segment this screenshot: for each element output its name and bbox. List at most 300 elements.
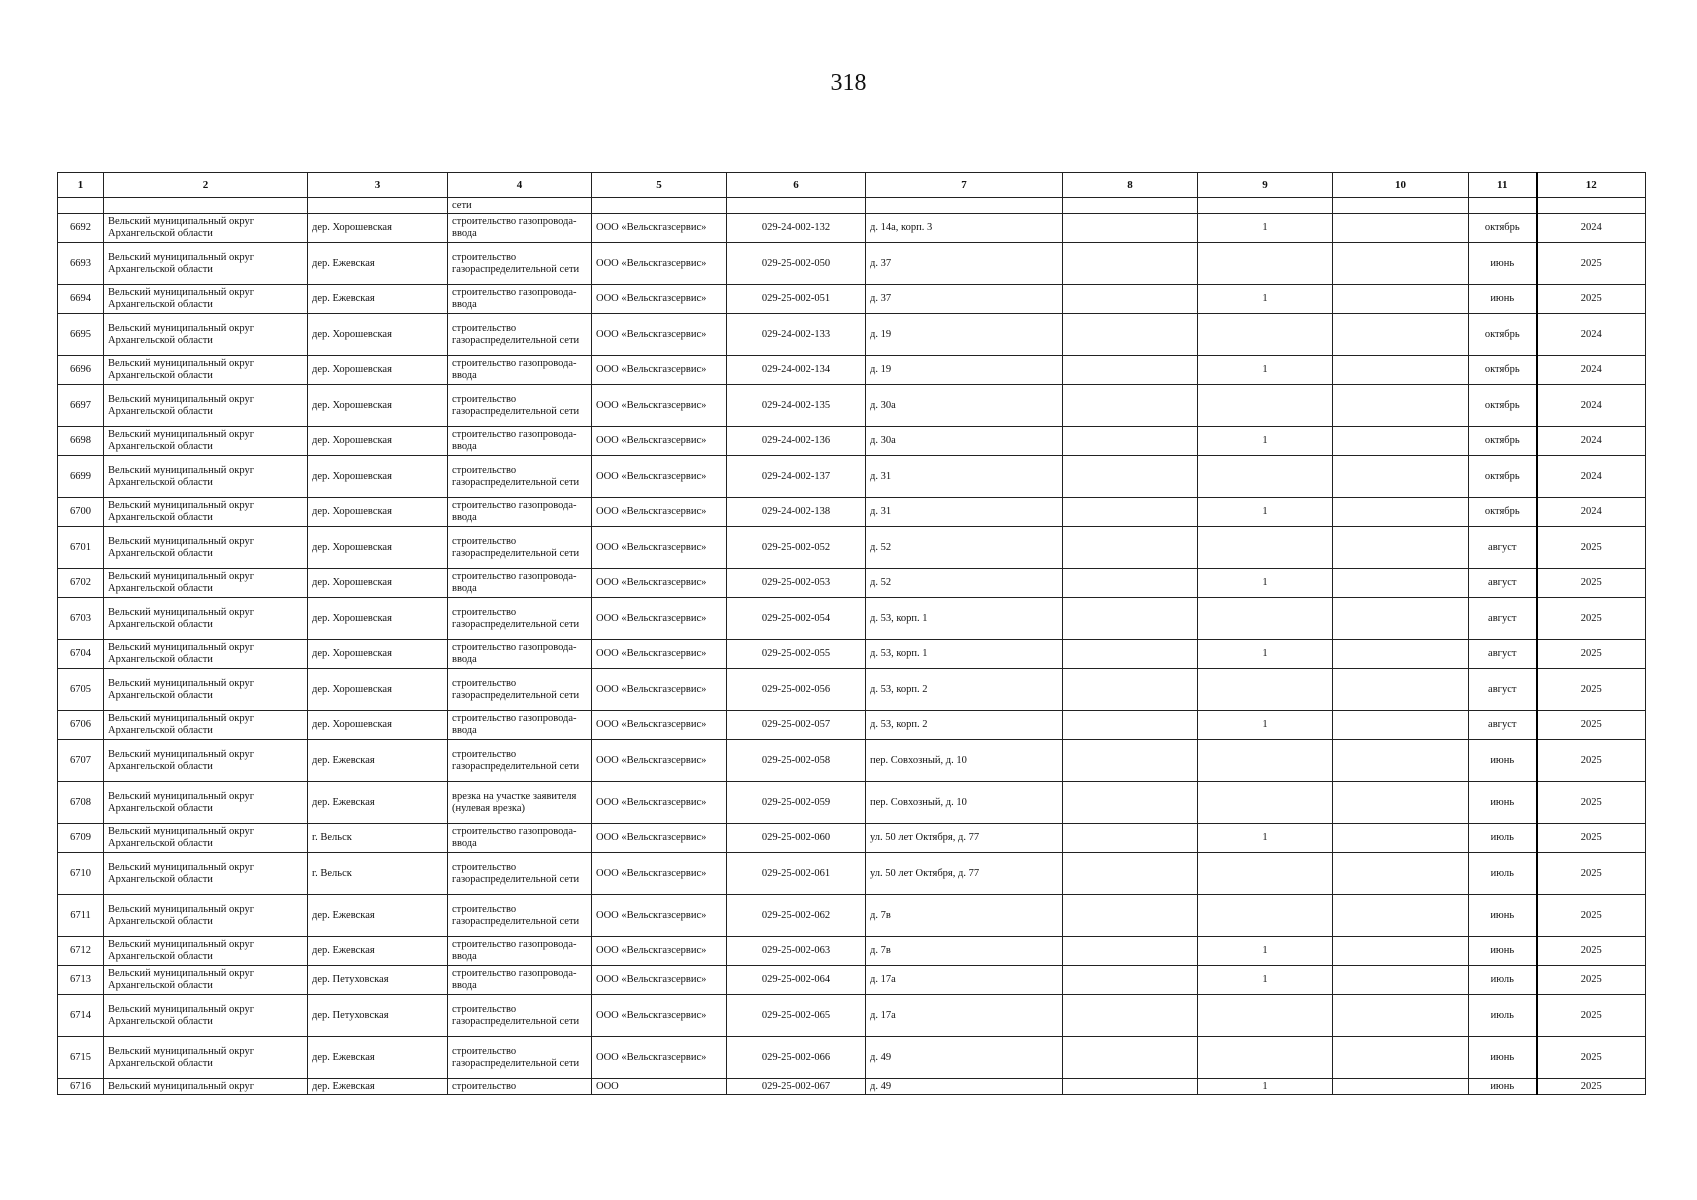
table-cell: ООО «Вельскгазсервис»	[592, 669, 727, 711]
table-row	[58, 711, 1646, 740]
table-cell: ООО «Вельскгазсервис»	[592, 427, 727, 456]
table-cell	[1063, 824, 1198, 853]
table-cell: 1	[1198, 356, 1333, 385]
table-cell: 2025	[1537, 243, 1646, 285]
table-cell: октябрь	[1469, 456, 1537, 498]
table-cell	[1333, 569, 1469, 598]
table-row	[58, 527, 1646, 569]
table-cell: июнь	[1469, 895, 1537, 937]
table-cell: 6705	[58, 669, 104, 711]
table-cell	[58, 198, 104, 214]
table-row	[58, 1037, 1646, 1079]
table-cell: август	[1469, 640, 1537, 669]
table-cell	[1333, 356, 1469, 385]
table-cell	[1198, 853, 1333, 895]
table-cell: ООО «Вельскгазсервис»	[592, 356, 727, 385]
table-cell	[1063, 669, 1198, 711]
table-cell: дер. Хорошевская	[308, 711, 448, 740]
table-cell: 029-24-002-132	[727, 214, 866, 243]
table-row	[58, 214, 1646, 243]
table-cell: июль	[1469, 995, 1537, 1037]
table-cell: строительство газораспределительной сети	[448, 598, 592, 640]
table-cell: д. 7в	[866, 937, 1063, 966]
table-cell	[1063, 569, 1198, 598]
table-row	[58, 314, 1646, 356]
table-cell: д. 17а	[866, 966, 1063, 995]
table-cell	[1063, 198, 1198, 214]
table-cell: Вельский муниципальный округ Архангельской области	[104, 853, 308, 895]
table-cell: Вельский муниципальный округ Архангельской области	[104, 285, 308, 314]
table-cell	[1198, 314, 1333, 356]
table-cell: строительство газораспределительной сети	[448, 527, 592, 569]
table-cell: г. Вельск	[308, 824, 448, 853]
table-cell: строительство газораспределительной сети	[448, 456, 592, 498]
table-row	[58, 824, 1646, 853]
table-cell: д. 53, корп. 1	[866, 598, 1063, 640]
table-cell: 029-25-002-064	[727, 966, 866, 995]
table-cell: строительство газопровода-ввода	[448, 640, 592, 669]
table-row	[58, 498, 1646, 527]
table-cell: 1	[1198, 1079, 1333, 1095]
table-cell: июнь	[1469, 937, 1537, 966]
table-cell: строительство газораспределительной сети	[448, 853, 592, 895]
table-cell: Вельский муниципальный округ Архангельской области	[104, 895, 308, 937]
col-header: 12	[1537, 173, 1646, 198]
table-cell	[1063, 966, 1198, 995]
table-cell: пер. Совхозный, д. 10	[866, 782, 1063, 824]
table-cell	[1063, 214, 1198, 243]
table-cell: июнь	[1469, 243, 1537, 285]
table-row	[58, 598, 1646, 640]
table-cell: 029-24-002-133	[727, 314, 866, 356]
table-cell: 6704	[58, 640, 104, 669]
table-cell: ООО «Вельскгазсервис»	[592, 966, 727, 995]
table-cell: дер. Ежевская	[308, 1079, 448, 1095]
table-cell: 2025	[1537, 937, 1646, 966]
table-cell: дер. Петуховская	[308, 966, 448, 995]
table-cell: ООО «Вельскгазсервис»	[592, 285, 727, 314]
table-cell: д. 19	[866, 314, 1063, 356]
table-cell: 2025	[1537, 853, 1646, 895]
table-cell	[1063, 456, 1198, 498]
table-cell: дер. Хорошевская	[308, 456, 448, 498]
table-cell: строительство газопровода-ввода	[448, 498, 592, 527]
table-cell: июль	[1469, 853, 1537, 895]
table-cell	[1333, 214, 1469, 243]
table-cell: 029-25-002-050	[727, 243, 866, 285]
table-cell	[1469, 198, 1537, 214]
table-cell: август	[1469, 598, 1537, 640]
table-cell: ООО «Вельскгазсервис»	[592, 527, 727, 569]
table-cell	[1333, 782, 1469, 824]
table-cell: дер. Хорошевская	[308, 214, 448, 243]
table-cell: д. 37	[866, 285, 1063, 314]
table-cell	[1063, 427, 1198, 456]
table-cell: 2024	[1537, 385, 1646, 427]
table-cell: 029-25-002-053	[727, 569, 866, 598]
table-cell: 6694	[58, 285, 104, 314]
table-cell: август	[1469, 669, 1537, 711]
table-cell: 1	[1198, 966, 1333, 995]
table-cell: 6692	[58, 214, 104, 243]
table-cell: строительство газопровода-ввода	[448, 214, 592, 243]
table-cell	[1198, 527, 1333, 569]
table-cell: Вельский муниципальный округ Архангельской области	[104, 356, 308, 385]
table-cell: дер. Хорошевская	[308, 385, 448, 427]
table-cell	[1063, 711, 1198, 740]
table-cell: 6713	[58, 966, 104, 995]
table-cell: 1	[1198, 711, 1333, 740]
table-cell: 2025	[1537, 1079, 1646, 1095]
table-cell: дер. Хорошевская	[308, 498, 448, 527]
table-cell: 1	[1198, 285, 1333, 314]
table-cell: строительство газопровода-ввода	[448, 427, 592, 456]
table-cell	[592, 198, 727, 214]
table-cell: 029-25-002-062	[727, 895, 866, 937]
table-cell: ООО «Вельскгазсервис»	[592, 1037, 727, 1079]
table-cell: ООО «Вельскгазсервис»	[592, 314, 727, 356]
table-cell: д. 17а	[866, 995, 1063, 1037]
table-cell: врезка на участке заявителя (нулевая врезка)	[448, 782, 592, 824]
table-cell: Вельский муниципальный округ Архангельской области	[104, 527, 308, 569]
table-cell: октябрь	[1469, 385, 1537, 427]
table-cell: 2025	[1537, 895, 1646, 937]
table-cell: 6714	[58, 995, 104, 1037]
table-cell: дер. Хорошевская	[308, 314, 448, 356]
table-cell	[866, 198, 1063, 214]
col-header: 10	[1333, 173, 1469, 198]
table-cell	[1063, 937, 1198, 966]
table-cell: 029-24-002-134	[727, 356, 866, 385]
table-cell: 2025	[1537, 640, 1646, 669]
table-cell: 2024	[1537, 427, 1646, 456]
table-cell	[1333, 937, 1469, 966]
table-cell: строительство газораспределительной сети	[448, 1037, 592, 1079]
table-cell: дер. Ежевская	[308, 740, 448, 782]
table-cell: октябрь	[1469, 498, 1537, 527]
table-cell: строительство газопровода-ввода	[448, 966, 592, 995]
table-cell: ООО «Вельскгазсервис»	[592, 214, 727, 243]
table-cell: дер. Ежевская	[308, 895, 448, 937]
table-cell: ул. 50 лет Октября, д. 77	[866, 824, 1063, 853]
table-row	[58, 285, 1646, 314]
table-cell: 029-25-002-065	[727, 995, 866, 1037]
col-header: 2	[104, 173, 308, 198]
table-cell: 6698	[58, 427, 104, 456]
table-cell: 1	[1198, 569, 1333, 598]
table-cell: октябрь	[1469, 214, 1537, 243]
col-header: 7	[866, 173, 1063, 198]
table-cell	[1198, 598, 1333, 640]
table-cell: Вельский муниципальный округ Архангельской области	[104, 824, 308, 853]
table-cell: дер. Ежевская	[308, 782, 448, 824]
table-cell: ООО «Вельскгазсервис»	[592, 243, 727, 285]
table-cell: Вельский муниципальный округ Архангельской области	[104, 243, 308, 285]
table-cell: д. 30а	[866, 385, 1063, 427]
table-cell: Вельский муниципальный округ Архангельской области	[104, 385, 308, 427]
table-row	[58, 740, 1646, 782]
table-cell: строительство газораспределительной сети	[448, 385, 592, 427]
table-cell: 029-25-002-056	[727, 669, 866, 711]
col-header: 6	[727, 173, 866, 198]
table-cell: дер. Хорошевская	[308, 598, 448, 640]
col-header: 9	[1198, 173, 1333, 198]
table-cell: д. 53, корп. 2	[866, 669, 1063, 711]
table-cell: дер. Ежевская	[308, 243, 448, 285]
table-cell: сети	[448, 198, 592, 214]
continuation-row	[58, 198, 1646, 214]
table-cell: 2024	[1537, 456, 1646, 498]
table-cell	[1333, 966, 1469, 995]
table-cell: 2024	[1537, 314, 1646, 356]
table-cell	[1063, 853, 1198, 895]
table-cell	[1333, 669, 1469, 711]
table-cell: Вельский муниципальный округ Архангельской области	[104, 782, 308, 824]
table-cell: д. 37	[866, 243, 1063, 285]
table-cell: дер. Хорошевская	[308, 569, 448, 598]
table-cell: 029-24-002-137	[727, 456, 866, 498]
table-cell	[1333, 527, 1469, 569]
table-cell	[1063, 314, 1198, 356]
col-header: 11	[1469, 173, 1537, 198]
table-cell: строительство газопровода-ввода	[448, 356, 592, 385]
table-cell: июнь	[1469, 1079, 1537, 1095]
page-number: 318	[830, 70, 867, 96]
col-header: 3	[308, 173, 448, 198]
table-cell: дер. Хорошевская	[308, 527, 448, 569]
table-cell: дер. Петуховская	[308, 995, 448, 1037]
table-cell	[1198, 995, 1333, 1037]
table-cell	[1333, 314, 1469, 356]
table-cell: Вельский муниципальный округ Архангельской области	[104, 314, 308, 356]
table-row	[58, 895, 1646, 937]
table-cell: ООО «Вельскгазсервис»	[592, 782, 727, 824]
table-cell: ООО «Вельскгазсервис»	[592, 640, 727, 669]
table-cell: 6710	[58, 853, 104, 895]
table-row	[58, 356, 1646, 385]
table-cell	[104, 198, 308, 214]
table-cell: 2025	[1537, 527, 1646, 569]
table-cell: 029-25-002-051	[727, 285, 866, 314]
table-cell: 6711	[58, 895, 104, 937]
table-cell: строительство газораспределительной сети	[448, 740, 592, 782]
table-cell	[1333, 498, 1469, 527]
table-cell: 2024	[1537, 356, 1646, 385]
table-cell: ООО «Вельскгазсервис»	[592, 853, 727, 895]
table-cell: 2025	[1537, 995, 1646, 1037]
table-cell: октябрь	[1469, 427, 1537, 456]
table-cell: 1	[1198, 427, 1333, 456]
table-cell: Вельский муниципальный округ Архангельской области	[104, 1037, 308, 1079]
table-cell: д. 14а, корп. 3	[866, 214, 1063, 243]
table-cell: дер. Ежевская	[308, 1037, 448, 1079]
table-cell: 6708	[58, 782, 104, 824]
table-cell	[1198, 456, 1333, 498]
table-cell: д. 49	[866, 1037, 1063, 1079]
table-cell: 2025	[1537, 669, 1646, 711]
table-cell	[1063, 782, 1198, 824]
table-cell	[1198, 1037, 1333, 1079]
table-cell: строительство газопровода-ввода	[448, 711, 592, 740]
col-header: 4	[448, 173, 592, 198]
table-cell: д. 49	[866, 1079, 1063, 1095]
table-cell: Вельский муниципальный округ Архангельской области	[104, 214, 308, 243]
table-cell: Вельский муниципальный округ Архангельской области	[104, 966, 308, 995]
table-cell: д. 31	[866, 456, 1063, 498]
table-cell: ООО «Вельскгазсервис»	[592, 937, 727, 966]
table-cell: дер. Ежевская	[308, 937, 448, 966]
table-cell: д. 30а	[866, 427, 1063, 456]
table-cell: август	[1469, 711, 1537, 740]
table-row	[58, 995, 1646, 1037]
table-cell: 029-25-002-055	[727, 640, 866, 669]
table-cell: ул. 50 лет Октября, д. 77	[866, 853, 1063, 895]
table-cell: 2025	[1537, 782, 1646, 824]
table-cell: 6706	[58, 711, 104, 740]
table-cell: 6697	[58, 385, 104, 427]
table-cell: д. 7в	[866, 895, 1063, 937]
table-cell	[1333, 198, 1469, 214]
table-cell	[1537, 198, 1646, 214]
table-cell: 2024	[1537, 214, 1646, 243]
table-cell	[1333, 427, 1469, 456]
table-cell	[1063, 1079, 1198, 1095]
table-cell: дер. Хорошевская	[308, 640, 448, 669]
table-cell: июнь	[1469, 782, 1537, 824]
header-row	[58, 173, 1646, 198]
table-cell	[1198, 669, 1333, 711]
table-cell	[1333, 598, 1469, 640]
table-cell: август	[1469, 527, 1537, 569]
table-cell	[1063, 285, 1198, 314]
table-cell: июль	[1469, 966, 1537, 995]
table-cell: ООО «Вельскгазсервис»	[592, 711, 727, 740]
table-cell: 029-25-002-057	[727, 711, 866, 740]
table-cell: Вельский муниципальный округ Архангельской области	[104, 598, 308, 640]
table-cell: 029-25-002-067	[727, 1079, 866, 1095]
table-row	[58, 456, 1646, 498]
table-cell: июнь	[1469, 740, 1537, 782]
col-header: 1	[58, 173, 104, 198]
col-header: 8	[1063, 173, 1198, 198]
table-cell	[1063, 895, 1198, 937]
table-cell: 2025	[1537, 569, 1646, 598]
table-cell: 029-25-002-052	[727, 527, 866, 569]
table-cell	[1063, 243, 1198, 285]
table-row	[58, 640, 1646, 669]
table-cell: 029-25-002-060	[727, 824, 866, 853]
table-cell: Вельский муниципальный округ Архангельской области	[104, 937, 308, 966]
table-cell: Вельский муниципальный округ Архангельской области	[104, 740, 308, 782]
table-cell: д. 53, корп. 2	[866, 711, 1063, 740]
table-cell: строительство газораспределительной сети	[448, 669, 592, 711]
table-cell	[1333, 711, 1469, 740]
table-cell: 029-25-002-063	[727, 937, 866, 966]
table-cell	[1333, 995, 1469, 1037]
table-cell: строительство газопровода-ввода	[448, 824, 592, 853]
table-cell: октябрь	[1469, 356, 1537, 385]
table-cell: строительство газораспределительной сети	[448, 995, 592, 1037]
table-cell: июль	[1469, 824, 1537, 853]
table-cell: 6700	[58, 498, 104, 527]
table-cell: 2025	[1537, 598, 1646, 640]
table-cell: строительство газопровода-ввода	[448, 569, 592, 598]
table-cell: пер. Совхозный, д. 10	[866, 740, 1063, 782]
table-cell: 029-24-002-138	[727, 498, 866, 527]
table-cell	[1063, 598, 1198, 640]
table-cell	[1198, 782, 1333, 824]
table-cell	[1198, 740, 1333, 782]
table-cell: 029-25-002-058	[727, 740, 866, 782]
table-cell: строительство газопровода-ввода	[448, 285, 592, 314]
table-cell: 6701	[58, 527, 104, 569]
table-cell	[1063, 356, 1198, 385]
table-row	[58, 427, 1646, 456]
table-cell: ООО «Вельскгазсервис»	[592, 598, 727, 640]
table-cell: 6696	[58, 356, 104, 385]
table-cell: 6707	[58, 740, 104, 782]
table-cell: Вельский муниципальный округ Архангельской области	[104, 711, 308, 740]
table-row	[58, 569, 1646, 598]
table-cell: 1	[1198, 214, 1333, 243]
table-cell: 1	[1198, 824, 1333, 853]
table-cell	[1198, 243, 1333, 285]
table-cell	[1333, 853, 1469, 895]
table-cell	[1063, 498, 1198, 527]
table-cell	[1198, 198, 1333, 214]
table-cell: 2025	[1537, 1037, 1646, 1079]
table-cell	[1333, 243, 1469, 285]
table-cell: строительство газораспределительной сети	[448, 314, 592, 356]
data-table	[57, 172, 1646, 1095]
table-cell: 2025	[1537, 824, 1646, 853]
col-header: 5	[592, 173, 727, 198]
table-cell: ООО «Вельскгазсервис»	[592, 995, 727, 1037]
table-cell: 6715	[58, 1037, 104, 1079]
table-cell: Вельский муниципальный округ Архангельской области	[104, 995, 308, 1037]
table-cell	[1333, 895, 1469, 937]
table-cell: 6693	[58, 243, 104, 285]
table-cell: Вельский муниципальный округ Архангельской области	[104, 498, 308, 527]
table-cell: 2025	[1537, 285, 1646, 314]
table-cell	[1333, 640, 1469, 669]
table-row	[58, 853, 1646, 895]
table-cell: ООО	[592, 1079, 727, 1095]
table-cell: строительство газопровода-ввода	[448, 937, 592, 966]
table-cell	[1063, 527, 1198, 569]
table-cell: 029-24-002-135	[727, 385, 866, 427]
table-cell: 2025	[1537, 966, 1646, 995]
table-cell: ООО «Вельскгазсервис»	[592, 569, 727, 598]
table-cell	[1333, 385, 1469, 427]
table-cell: дер. Хорошевская	[308, 427, 448, 456]
table-row	[58, 937, 1646, 966]
table-cell: 6699	[58, 456, 104, 498]
table-cell: строительство газораспределительной сети	[448, 243, 592, 285]
table-cell: ООО «Вельскгазсервис»	[592, 895, 727, 937]
table-cell: 2025	[1537, 740, 1646, 782]
table-cell	[1333, 456, 1469, 498]
table-row	[58, 243, 1646, 285]
table-cell: Вельский муниципальный округ Архангельской области	[104, 669, 308, 711]
table-cell	[1063, 1037, 1198, 1079]
table-row	[58, 782, 1646, 824]
table-row	[58, 1079, 1646, 1095]
table-cell: 1	[1198, 640, 1333, 669]
table-cell: 1	[1198, 498, 1333, 527]
table-cell: ООО «Вельскгазсервис»	[592, 385, 727, 427]
table-cell	[727, 198, 866, 214]
